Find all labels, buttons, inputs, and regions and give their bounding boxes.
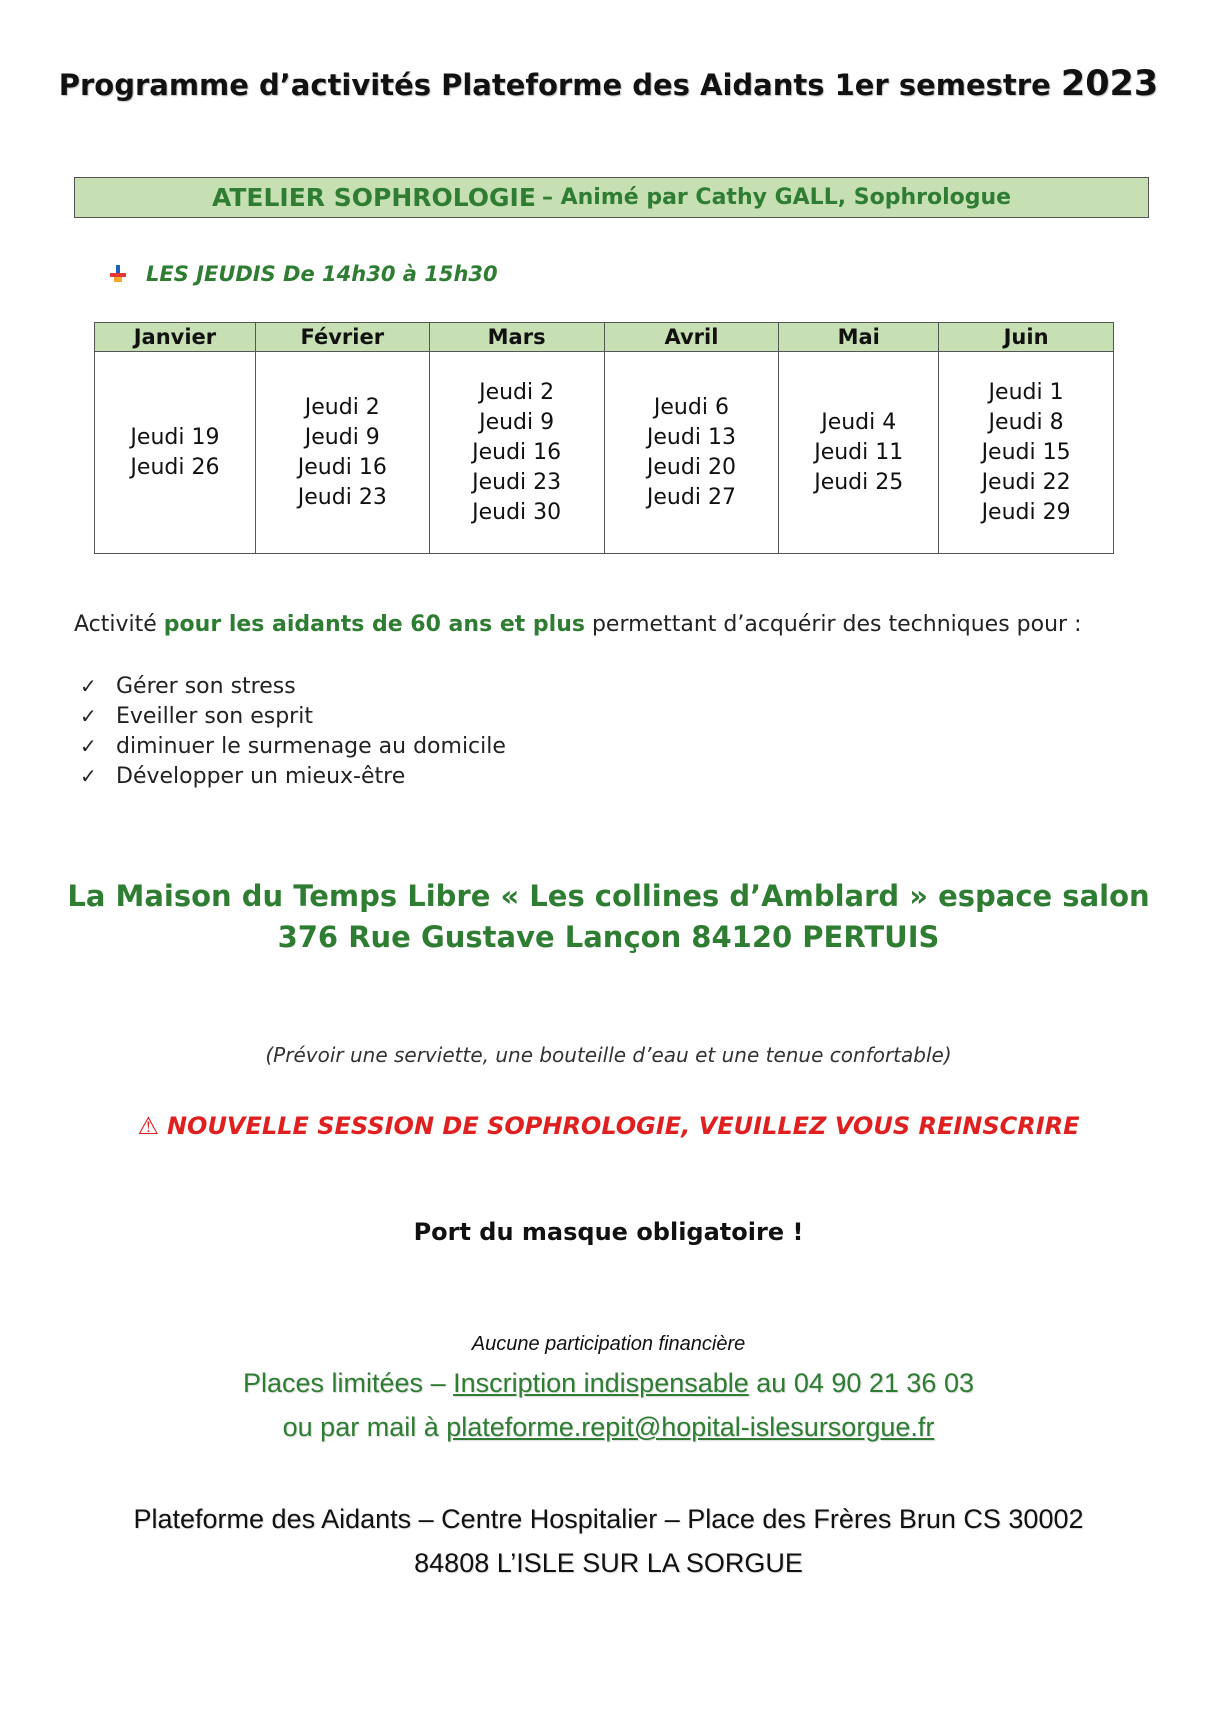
benefit-text: Développer un mieux-être xyxy=(116,763,406,789)
schedule-note-text: LES JEUDIS De 14h30 à 15h30 xyxy=(146,262,498,286)
session-date: Jeudi 2 xyxy=(304,394,380,420)
workshop-banner xyxy=(74,177,1149,218)
workshop-name: ATELIER SOPHROLOGIE xyxy=(211,183,536,212)
arrow-bullet-icon xyxy=(108,264,128,284)
title-year: 2023 xyxy=(1060,64,1159,104)
session-date: Jeudi 2 xyxy=(479,379,555,405)
list-item xyxy=(80,671,506,701)
schedule-note xyxy=(108,262,498,286)
list-item xyxy=(80,731,506,761)
bring-note: (Prévoir une serviette, une bouteille d’eau et une tenue confortable) xyxy=(265,1043,952,1067)
session-date: Jeudi 23 xyxy=(297,484,387,510)
session-date: Jeudi 19 xyxy=(130,424,220,450)
session-date: Jeudi 16 xyxy=(472,439,562,465)
benefit-text: Gérer son stress xyxy=(116,673,296,699)
session-date: Jeudi 11 xyxy=(814,439,904,465)
month-days-cell xyxy=(255,352,429,554)
month-days-cell xyxy=(604,352,779,554)
session-date: Jeudi 4 xyxy=(821,409,897,435)
benefits-list xyxy=(80,671,506,791)
page-title xyxy=(0,64,1217,104)
month-header: Février xyxy=(255,323,429,352)
month-header: Avril xyxy=(604,323,779,352)
session-date: Jeudi 6 xyxy=(653,394,729,420)
month-header: Mai xyxy=(779,323,939,352)
session-date: Jeudi 13 xyxy=(646,424,736,450)
checkmark-icon: ✓ xyxy=(80,764,97,788)
session-date: Jeudi 16 xyxy=(297,454,387,480)
activity-description xyxy=(74,612,1081,637)
checkmark-icon: ✓ xyxy=(80,704,97,728)
session-date: Jeudi 8 xyxy=(988,409,1064,435)
venue-street: 376 Rue Gustave Lançon 84120 PERTUIS xyxy=(277,920,940,954)
footer-address xyxy=(0,1497,1217,1585)
checkmark-icon: ✓ xyxy=(80,734,97,758)
month-days-cell xyxy=(95,352,256,554)
phone-text: au 04 90 21 36 03 xyxy=(748,1368,974,1398)
mask-notice: Port du masque obligatoire ! xyxy=(413,1218,804,1246)
email-link[interactable]: plateforme.repit@hopital-islesursorgue.fr xyxy=(446,1412,935,1442)
footer-line: 84808 L’ISLE SUR LA SORGUE xyxy=(414,1548,803,1578)
venue-name: La Maison du Temps Libre « Les collines d’Amblard » espace salon xyxy=(67,879,1150,913)
mail-prefix: ou par mail à xyxy=(282,1412,447,1442)
session-date: Jeudi 9 xyxy=(479,409,555,435)
registration-info xyxy=(0,1361,1217,1449)
session-date: Jeudi 27 xyxy=(646,484,736,510)
participation-note: Aucune participation financière xyxy=(471,1333,746,1355)
activity-prefix: Activité xyxy=(74,612,164,637)
session-date: Jeudi 23 xyxy=(472,469,562,495)
reregister-warning xyxy=(0,1112,1217,1140)
activity-suffix: permettant d’acquérir des techniques pour : xyxy=(584,612,1082,637)
session-calendar xyxy=(94,322,1114,554)
benefit-text: diminuer le surmenage au domicile xyxy=(116,733,506,759)
workshop-host: – Animé par Cathy GALL, Sophrologue xyxy=(541,185,1012,210)
month-header: Mars xyxy=(429,323,604,352)
month-days-cell xyxy=(429,352,604,554)
session-date: Jeudi 9 xyxy=(304,424,380,450)
warning-icon: ⚠ xyxy=(137,1112,159,1140)
session-date: Jeudi 29 xyxy=(981,499,1071,525)
session-date: Jeudi 22 xyxy=(981,469,1071,495)
title-main: Programme d’activités Plateforme des Aidants 1er semestre xyxy=(58,68,1061,102)
footer-line: Plateforme des Aidants – Centre Hospitalier – Place des Frères Brun CS 30002 xyxy=(133,1504,1084,1534)
session-date: Jeudi 1 xyxy=(988,379,1064,405)
session-date: Jeudi 25 xyxy=(814,469,904,495)
warning-text: NOUVELLE SESSION DE SOPHROLOGIE, VEUILLEZ VOUS REINSCRIRE xyxy=(166,1112,1080,1140)
session-date: Jeudi 26 xyxy=(130,454,220,480)
list-item xyxy=(80,701,506,731)
email-line xyxy=(0,1405,1217,1449)
activity-audience: pour les aidants de 60 ans et plus xyxy=(163,612,585,637)
inscription-link[interactable]: Inscription indispensable xyxy=(453,1368,749,1398)
month-days-cell xyxy=(779,352,939,554)
calendar-header-row xyxy=(95,323,1114,352)
month-header: Janvier xyxy=(95,323,256,352)
checkmark-icon: ✓ xyxy=(80,674,97,698)
places-text: Places limitées – xyxy=(243,1368,454,1398)
calendar-days-row xyxy=(95,352,1114,554)
session-date: Jeudi 20 xyxy=(646,454,736,480)
benefit-text: Eveiller son esprit xyxy=(116,703,313,729)
registration-line xyxy=(0,1361,1217,1405)
month-header: Juin xyxy=(939,323,1114,352)
month-days-cell xyxy=(939,352,1114,554)
session-date: Jeudi 30 xyxy=(472,499,562,525)
list-item xyxy=(80,761,506,791)
venue-address xyxy=(0,876,1217,958)
session-date: Jeudi 15 xyxy=(981,439,1071,465)
